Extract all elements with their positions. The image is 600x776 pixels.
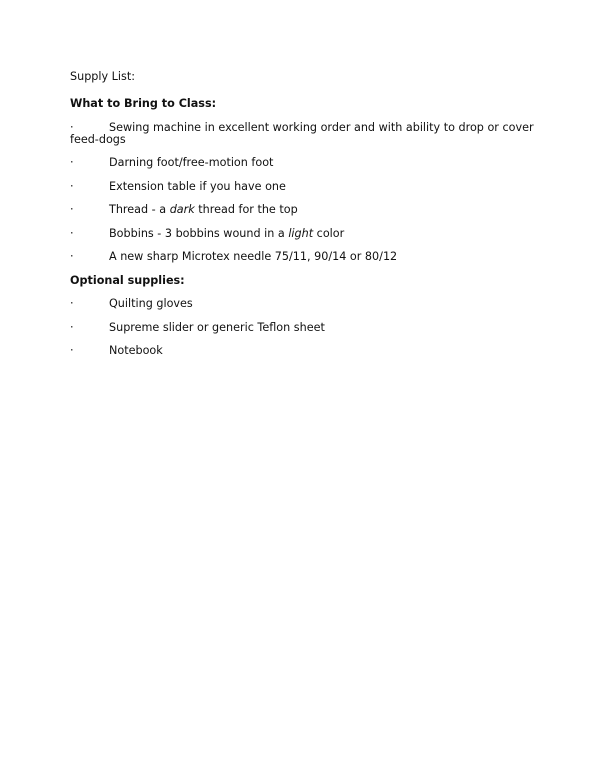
bullet-icon: ·: [70, 297, 74, 310]
bullet-icon: ·: [70, 321, 74, 334]
bullet-icon: ·: [70, 156, 74, 169]
bullet-icon: ·: [70, 250, 74, 263]
bullet-icon: ·: [70, 180, 74, 193]
document-title: Supply List:: [70, 70, 136, 83]
section-heading-bring: What to Bring to Class:: [70, 97, 217, 110]
bullet-icon: ·: [70, 227, 74, 240]
bullet-icon: ·: [70, 344, 74, 357]
bullet-icon: ·: [70, 121, 74, 134]
list-item-continuation: feed-dogs: [70, 133, 126, 146]
section-heading-optional: Optional supplies:: [70, 274, 185, 287]
bullet-icon: ·: [70, 203, 74, 216]
